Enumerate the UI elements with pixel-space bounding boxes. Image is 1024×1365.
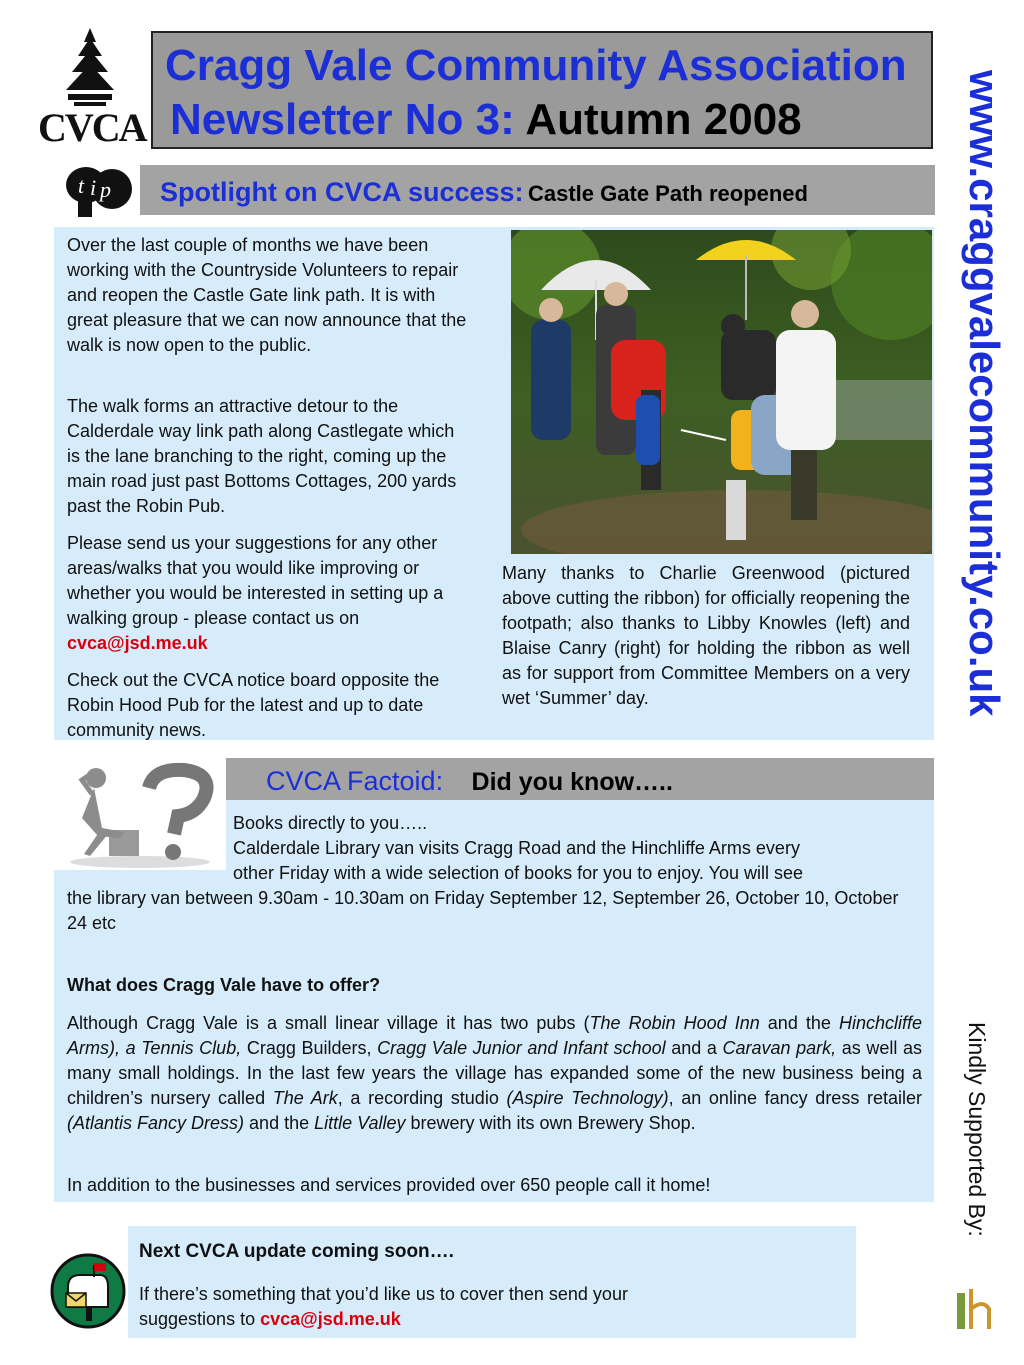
spotlight-subtitle: Castle Gate Path reopened xyxy=(528,181,808,206)
photo-caption: Many thanks to Charlie Greenwood (pictured above cutting the ribbon) for officially reopening the footpath; also thanks to Libby Knowles (left) and Blaise Canry (right) for holding the ribbon as well as for support from Committee Members on a very wet ‘Summer’ day. xyxy=(502,563,910,708)
article-paragraph-2: The walk forms an attractive detour to the Calderdale way link path along Castlegate which is the lane branching to the right, coming up the main road just past Bottoms Cottages, 200 yards past the Robin Pub. xyxy=(67,396,457,516)
article-paragraph-3 xyxy=(67,531,469,656)
next-update-heading: Next CVCA update coming soon…. xyxy=(139,1241,454,1262)
spotlight-label: Spotlight on CVCA success: xyxy=(160,177,524,207)
article-paragraph-3-text: Please send us your suggestions for any other areas/walks that you would like improving or whether you would be interested in setting up a walking group - please contact us on xyxy=(67,533,444,628)
svg-text:t: t xyxy=(78,173,85,198)
offer-text-a: Although Cragg Vale is a small linear village it has two pubs ( xyxy=(67,1013,590,1033)
newsletter-issue xyxy=(170,95,802,145)
offer-text-f: Cragg Vale Junior and Infant school xyxy=(377,1038,666,1058)
factoid-subtitle: Did you know….. xyxy=(471,768,673,796)
factoid-bar xyxy=(226,758,934,800)
contact-email-link[interactable]: cvca@jsd.me.uk xyxy=(67,633,208,653)
page-title: Cragg Vale Community Association xyxy=(165,41,907,90)
website-url-text[interactable]: www.craggvalecommunity.co.uk xyxy=(961,70,1008,717)
offer-text-o: and the xyxy=(244,1113,315,1133)
next-update-line-2-text: suggestions to xyxy=(139,1309,256,1329)
svg-text:i: i xyxy=(90,175,97,200)
next-update-panel xyxy=(128,1226,856,1338)
cvca-logo xyxy=(38,28,146,152)
kindly-supported xyxy=(955,1022,995,1292)
books-heading: Books directly to you….. xyxy=(233,813,428,833)
next-update-line-2 xyxy=(139,1307,401,1332)
offer-text-i: as well as many small holdings. In the last few years the village has expanded some of the new business being a children’s nursery called xyxy=(67,1038,922,1108)
factoid-heading xyxy=(266,766,673,797)
next-update-line-1: If there’s something that you’d like us to cover then send your xyxy=(139,1284,628,1304)
offer-text-d: Hinchcliffe Arms), a Tennis Club, xyxy=(67,1013,922,1058)
issue-season: Autumn 2008 xyxy=(525,95,802,144)
suggestion-email-link[interactable]: cvca@jsd.me.uk xyxy=(260,1309,401,1329)
offer-text-l: (Aspire Technology) xyxy=(506,1088,669,1108)
offer-text-j: The Ark xyxy=(272,1088,338,1108)
offer-text-n: (Atlantis Fancy Dress) xyxy=(67,1113,245,1133)
logo-text: CVCA xyxy=(38,105,146,150)
ribbon-cutting-photo xyxy=(511,230,932,554)
offer-text-k: , a recording studio xyxy=(337,1088,507,1108)
factoid-label: CVCA Factoid: xyxy=(266,766,444,796)
spotlight-bar xyxy=(140,165,935,215)
books-body: the library van between 9.30am - 10.30am on Friday September 12, September 26, October 10, October 24 etc xyxy=(67,888,899,933)
svg-text:p: p xyxy=(100,177,111,202)
offer-text-g: and a xyxy=(665,1038,723,1058)
article-paragraph-1: Over the last couple of months we have been working with the Countryside Volunteers to repair and reopen the Castle Gate link path. It is with great pleasure that we can now announce that the walk is now open to the public. xyxy=(67,235,467,355)
offer-text-h: Caravan park, xyxy=(722,1038,837,1058)
offer-text-c: and the xyxy=(759,1013,839,1033)
books-line-2: other Friday with a wide selection of books for you to enjoy. You will see xyxy=(233,863,803,883)
mailbox-icon xyxy=(50,1253,126,1329)
sponsor-logo-icon xyxy=(955,1283,1001,1333)
offer-closing: In addition to the businesses and services provided over 650 people call it home! xyxy=(67,1175,711,1195)
tip-lightbulb-icon xyxy=(64,163,134,221)
kindly-supported-text: Kindly Supported By: xyxy=(964,1022,990,1237)
offer-heading: What does Cragg Vale have to offer? xyxy=(67,975,381,995)
offer-body xyxy=(67,1011,922,1136)
article-paragraph-4: Check out the CVCA notice board opposite the Robin Hood Pub for the latest and up to date community news. xyxy=(67,670,440,740)
offer-text-q: brewery with its own Brewery Shop. xyxy=(405,1113,696,1133)
issue-number: Newsletter No 3: xyxy=(170,95,515,144)
spotlight-heading xyxy=(160,177,808,208)
offer-text-m: , an online fancy dress retailer xyxy=(668,1088,922,1108)
offer-text-e: Cragg Builders, xyxy=(241,1038,378,1058)
thinking-figure-icon xyxy=(54,758,226,870)
website-url[interactable] xyxy=(950,70,1010,770)
title-box xyxy=(151,31,933,149)
offer-text-p: Little Valley xyxy=(314,1113,406,1133)
books-line-1: Calderdale Library van visits Cragg Road and the Hinchliffe Arms every xyxy=(233,838,800,858)
offer-text-b: The Robin Hood Inn xyxy=(589,1013,760,1033)
